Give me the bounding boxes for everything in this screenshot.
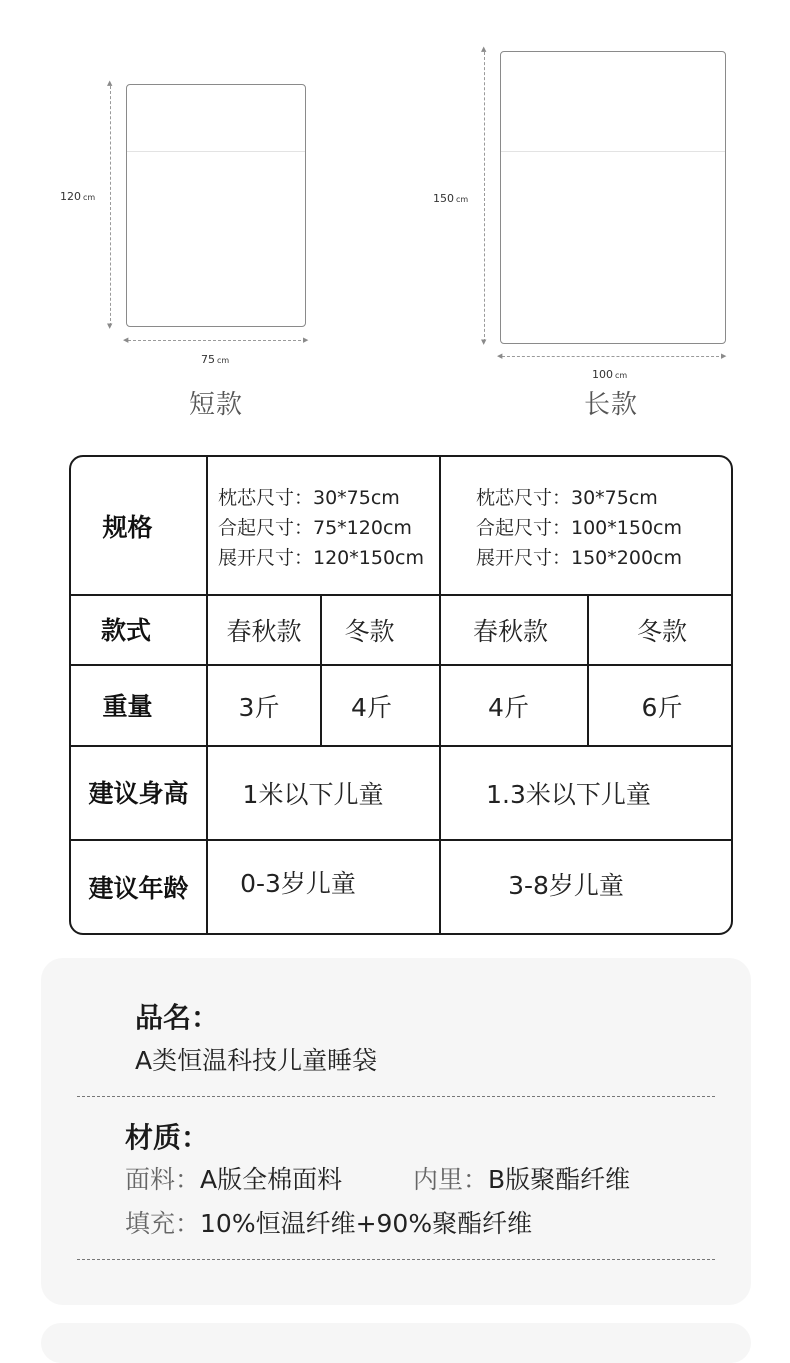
long-bag-diagram <box>500 51 726 344</box>
weight-cell: 4斤 <box>351 692 392 722</box>
divider <box>77 1096 715 1097</box>
spec-table <box>69 455 733 935</box>
short-caption: 短款 <box>189 390 244 420</box>
filling-row <box>125 1204 532 1240</box>
arrow-down-icon: ▼ <box>481 338 487 346</box>
style-cell: 冬款 <box>636 617 687 646</box>
age-cell: 0-3岁儿童 <box>240 869 356 898</box>
long-height-dimension-line <box>484 52 485 342</box>
weight-cell: 6斤 <box>641 692 683 722</box>
arrow-left-icon: ◀ <box>497 352 503 360</box>
short-height-label: 120 cm <box>60 190 96 203</box>
long-width-label: 100 cm <box>592 368 628 381</box>
style-cell: 春秋款 <box>472 617 548 646</box>
filling-label: 填充： <box>125 1209 201 1238</box>
next-card <box>41 1323 751 1363</box>
short-width-dimension-line <box>128 340 306 341</box>
fabric-value: A版全棉面料 <box>200 1165 343 1194</box>
arrow-down-icon: ▼ <box>107 322 113 330</box>
long-height-label: 150 cm <box>433 192 469 205</box>
product-name-title: 品名： <box>135 1001 220 1034</box>
age-cell: 3-8岁儿童 <box>508 871 624 900</box>
short-bag-diagram <box>126 84 306 327</box>
lining-value: B版聚酯纤维 <box>488 1165 631 1194</box>
long-width-dimension-line <box>502 356 724 357</box>
filling-value: 10%恒温纤维+90%聚酯纤维 <box>200 1209 533 1238</box>
long-caption: 长款 <box>584 390 639 420</box>
arrow-right-icon: ▶ <box>303 336 309 344</box>
arrow-right-icon: ▶ <box>721 352 727 360</box>
spec-long-text: 枕芯尺寸：30*75cm 合起尺寸：100*150cm 展开尺寸：150*200cm <box>476 487 682 569</box>
row-header-spec: 规格 <box>102 512 153 542</box>
arrow-up-icon: ▲ <box>481 45 487 53</box>
product-name-value: A类恒温科技儿童睡袋 <box>135 1046 378 1075</box>
arrow-up-icon: ▲ <box>107 79 113 87</box>
row-header-weight: 重量 <box>102 691 153 721</box>
fabric-label: 面料： <box>125 1165 201 1194</box>
style-cell: 冬款 <box>344 617 395 646</box>
fabric-row <box>125 1160 342 1196</box>
height-cell: 1米以下儿童 <box>242 780 384 809</box>
lining-row <box>413 1160 630 1196</box>
lining-label: 内里： <box>413 1165 489 1194</box>
spec-short-text: 枕芯尺寸：30*75cm 合起尺寸：75*120cm 展开尺寸：120*150cm <box>218 487 424 569</box>
short-width-label: 75 cm <box>201 353 230 366</box>
row-header-style: 款式 <box>100 616 151 645</box>
short-height-dimension-line <box>110 86 111 326</box>
style-cell: 春秋款 <box>226 617 302 646</box>
height-cell: 1.3米以下儿童 <box>486 780 651 809</box>
material-title: 材质： <box>125 1121 210 1154</box>
divider <box>77 1259 715 1260</box>
row-header-height: 建议身高 <box>88 779 189 808</box>
weight-cell: 3斤 <box>238 692 280 722</box>
arrow-left-icon: ◀ <box>123 336 129 344</box>
row-header-age: 建议年龄 <box>88 874 189 903</box>
weight-cell: 4斤 <box>488 692 529 722</box>
